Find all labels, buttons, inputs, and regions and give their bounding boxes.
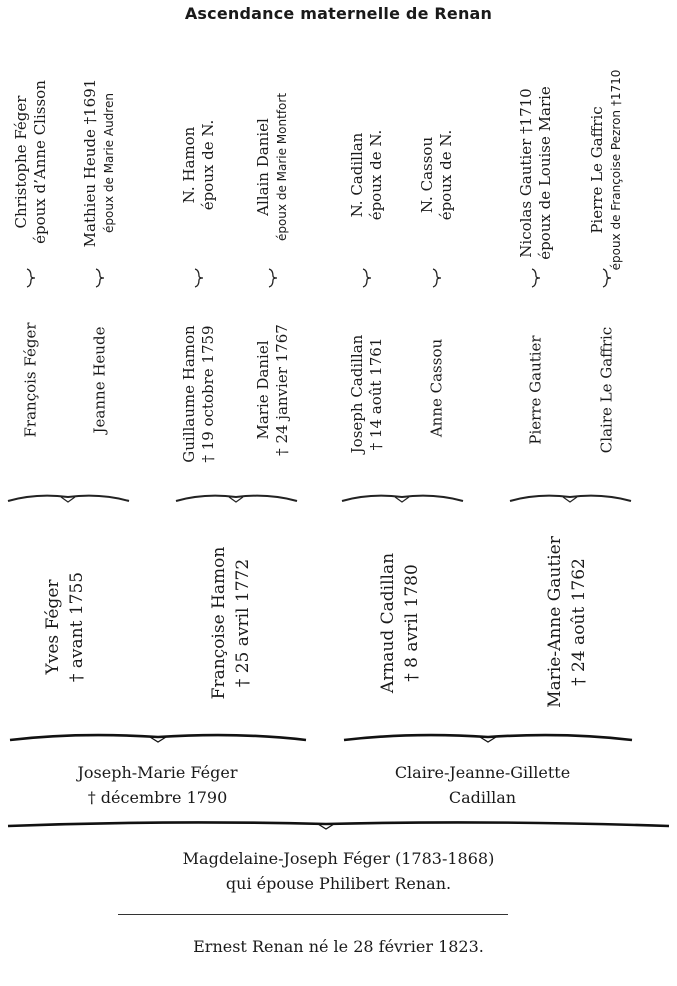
g4-spouse: époux de Marie Audren [102, 93, 116, 233]
g2-entry-yves-feger [41, 572, 89, 682]
g2-death: † 24 août 1762 [569, 558, 589, 686]
brace-4 [268, 267, 278, 289]
g3-death: † 24 janvier 1767 [273, 324, 291, 456]
g3-entry-jeanne-heude [91, 327, 110, 434]
g3-death: † 19 octobre 1759 [199, 325, 217, 463]
g4-entry-pierre-le-gaffric [588, 70, 626, 271]
g4-spouse: époux de Louise Marie [536, 86, 554, 260]
brace-8 [602, 267, 612, 289]
g2-name: Yves Féger [43, 579, 63, 675]
g1-name-cont: Cadillan [448, 788, 517, 807]
g3-entry-claire-le-gaffric [598, 327, 617, 453]
mother-marriage: qui épouse Philibert Renan. [225, 874, 452, 893]
g2-death: † 25 avril 1772 [233, 558, 253, 688]
brace-g2-pair-2 [342, 728, 634, 746]
g1-name: Joseph-Marie Féger [77, 763, 238, 782]
g3-entry-pierre-gautier [527, 335, 546, 444]
brace-g3-pair-1 [6, 489, 131, 505]
g4-spouse: époux de Françoise Pezron †1710 [609, 69, 623, 271]
g4-name: Allain Daniel [254, 118, 272, 216]
g4-entry-mathieu-heude [81, 79, 119, 248]
g4-entry-allain-daniel [254, 93, 292, 241]
g3-entry-guillaume-hamon [180, 325, 218, 462]
g3-entry-joseph-cadillan [348, 335, 386, 454]
g4-spouse: époux d’Anne Clisson [31, 80, 49, 244]
g3-entry-marie-daniel [254, 324, 292, 456]
g2-death: † avant 1755 [67, 571, 87, 683]
g4-entry-n-hamon [180, 120, 218, 211]
brace-7 [531, 267, 541, 289]
g3-death: † 14 août 1761 [367, 337, 385, 451]
g4-entry-n-cassou [418, 130, 456, 221]
g4-name: Pierre Le Gaffric [588, 106, 606, 234]
g4-spouse: époux de N. [437, 129, 455, 221]
brace-3 [194, 267, 204, 289]
g3-entry-francois-feger [22, 323, 41, 438]
brace-5 [362, 267, 372, 289]
brace-2 [95, 267, 105, 289]
g3-name: Joseph Cadillan [348, 334, 366, 454]
g2-entry-francoise-hamon [207, 547, 255, 700]
g3-name: Pierre Gautier [526, 335, 545, 445]
brace-g3-pair-4 [508, 489, 633, 505]
g3-name: Anne Cassou [427, 338, 446, 438]
brace-g3-pair-2 [174, 489, 299, 505]
g2-entry-marie-anne-gautier [543, 536, 591, 708]
g3-entry-anne-cassou [428, 339, 447, 437]
g2-entry-arnaud-cadillan [376, 553, 424, 693]
g3-name: Claire Le Gaffric [597, 326, 616, 454]
g3-name: Jeanne Heude [90, 326, 109, 434]
g1-name: Claire-Jeanne-Gillette [394, 763, 571, 782]
g2-name: Marie-Anne Gautier [545, 536, 565, 708]
g4-name: Nicolas Gautier †1710 [517, 88, 535, 258]
g4-entry-n-cadillan [348, 130, 386, 221]
g2-name: Françoise Hamon [209, 546, 229, 700]
g4-spouse: époux de N. [199, 119, 217, 211]
g2-name: Arnaud Cadillan [378, 552, 398, 694]
divider [118, 914, 508, 915]
g3-name: Marie Daniel [254, 340, 272, 440]
g3-name: Guillaume Hamon [180, 325, 198, 463]
brace-parents [6, 815, 671, 833]
g1-entry-claire-jeanne-gillette-cadillan [345, 760, 620, 810]
g2-death: † 8 avril 1780 [402, 564, 422, 682]
brace-6 [432, 267, 442, 289]
page-title: Ascendance maternelle de Renan [184, 4, 493, 23]
g4-name: N. Hamon [180, 126, 198, 204]
brace-1 [26, 267, 36, 289]
brace-g2-pair-1 [8, 728, 308, 746]
g1-entry-joseph-marie-feger [20, 760, 295, 810]
g4-entry-christophe-feger [12, 80, 50, 244]
g3-name: François Féger [21, 322, 40, 438]
mother-name: Magdelaine-Joseph Féger (1783-1868) [182, 849, 495, 868]
g4-name: N. Cassou [418, 136, 436, 214]
mother-entry [0, 846, 677, 896]
g1-death: † décembre 1790 [87, 788, 228, 807]
g4-name: N. Cadillan [348, 132, 366, 218]
subject-entry: Ernest Renan né le 28 février 1823. [193, 937, 484, 956]
g4-name: Mathieu Heude †1691 [81, 78, 99, 248]
g4-name: Christophe Féger [12, 95, 30, 229]
g4-entry-nicolas-gautier [517, 86, 555, 260]
g4-spouse: époux de N. [367, 129, 385, 221]
brace-g3-pair-3 [340, 489, 465, 505]
g4-spouse: époux de Marie Montfort [275, 92, 289, 242]
